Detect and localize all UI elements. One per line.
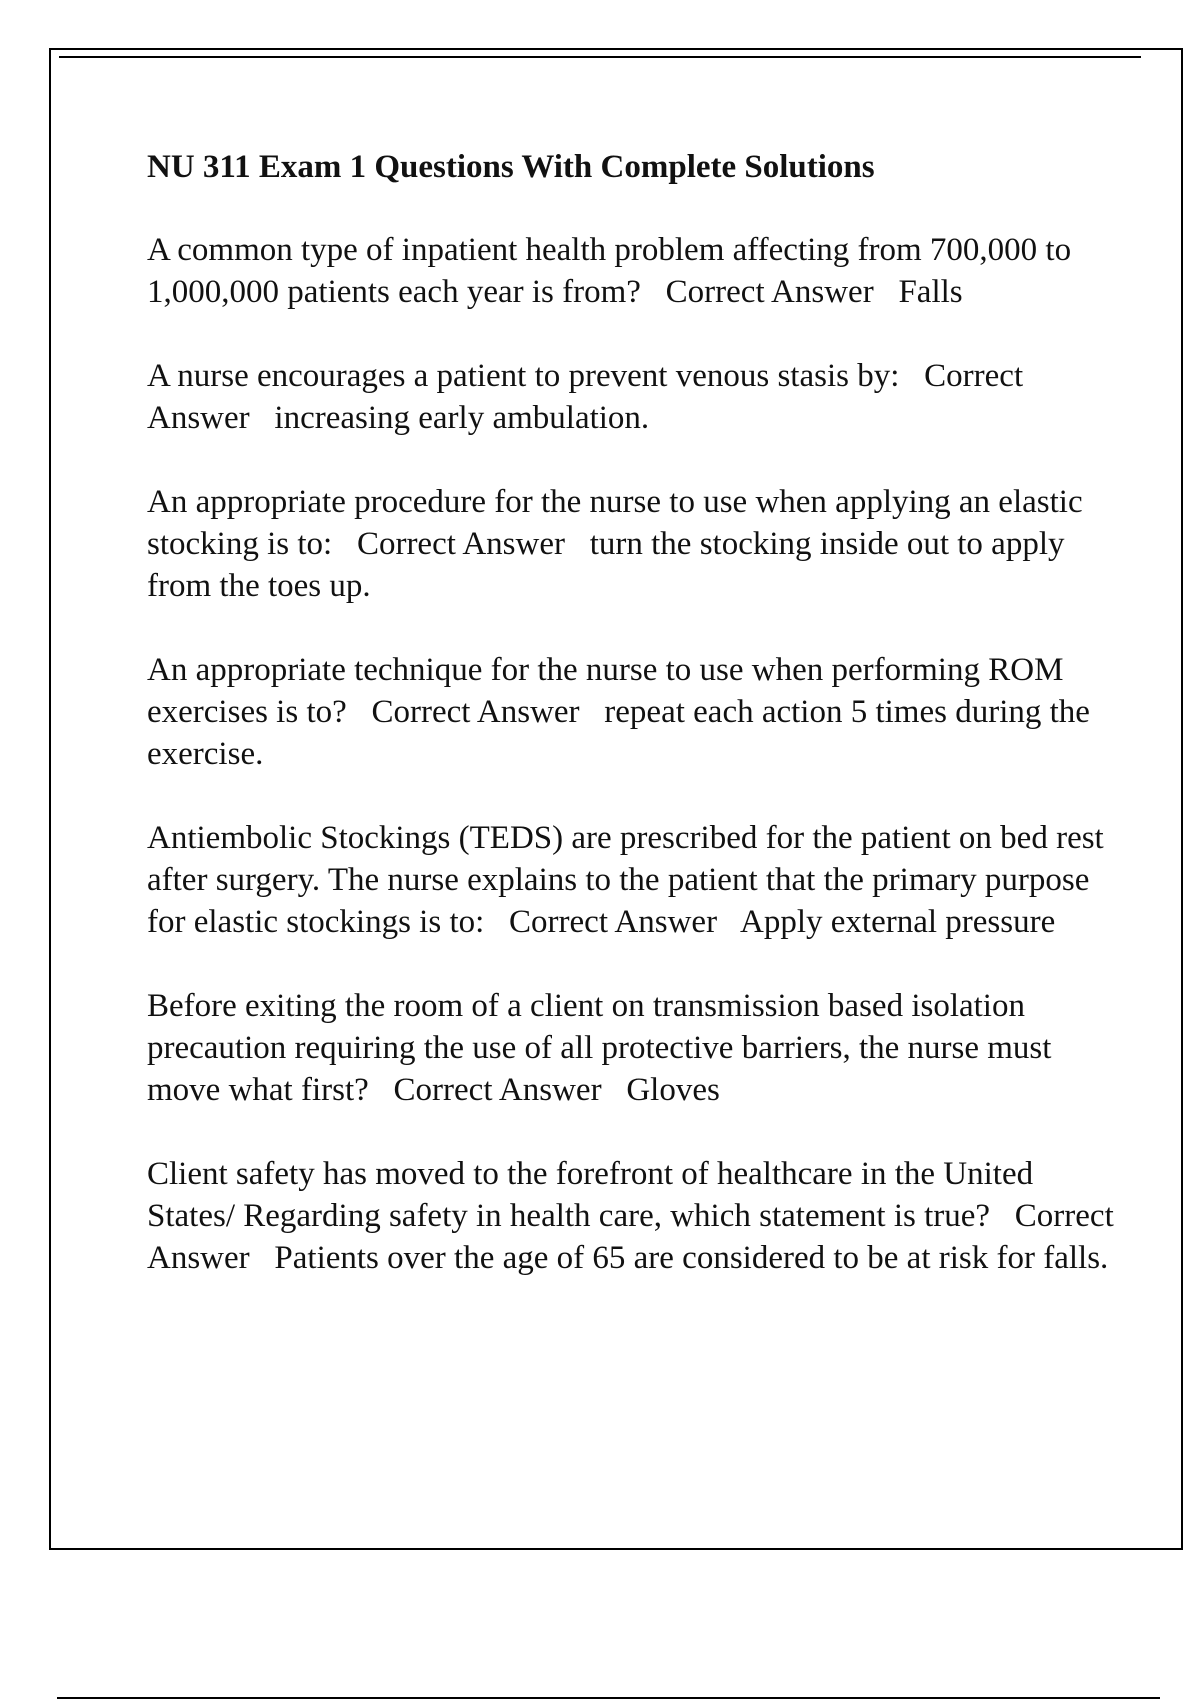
answer-text: Falls (898, 274, 963, 310)
page-title: NU 311 Exam 1 Questions With Complete Solutions (147, 149, 875, 185)
answer-text: Patients over the age of 65 are considered to be at risk for falls. (274, 1240, 1109, 1276)
answer-label: Correct Answer (371, 694, 580, 730)
question-text: A common type of inpatient health problem affecting from 700,000 to 1,000,000 patients each year is from? (147, 232, 1080, 310)
page-frame (49, 48, 1183, 1550)
answer-label: Correct Answer (509, 904, 718, 940)
question-text: An appropriate procedure for the nurse to use when applying an elastic stocking is to: (147, 484, 1091, 562)
qa-item (147, 355, 1127, 439)
answer-text: Gloves (626, 1072, 720, 1108)
answer-text: increasing early ambulation. (274, 400, 650, 436)
bottom-rule (57, 1697, 1160, 1699)
question-text: Before exiting the room of a client on transmission based isolation precaution requiring the use of all protective barriers, the nurse must move what first? (147, 988, 1060, 1108)
answer-label: Correct Answer (665, 274, 874, 310)
top-rule (59, 56, 1141, 58)
qa-item (147, 817, 1127, 943)
answer-label: Correct Answer (147, 1198, 1121, 1276)
answer-label: Correct Answer (356, 526, 565, 562)
answer-text: Apply external pressure (740, 904, 1056, 940)
answer-text: repeat each action 5 times during the exercise. (147, 694, 1099, 772)
qa-item (147, 1153, 1127, 1279)
qa-item (147, 649, 1127, 775)
question-text: Client safety has moved to the forefront of healthcare in the United States/ Regarding safety in health care, which statement is true? (147, 1156, 1042, 1234)
document-content (147, 147, 1127, 1321)
qa-item (147, 985, 1127, 1111)
answer-label: Correct Answer (147, 358, 1030, 436)
qa-item (147, 229, 1127, 313)
answer-text: turn the stocking inside out to apply from the toes up. (147, 526, 1073, 604)
answer-label: Correct Answer (393, 1072, 602, 1108)
qa-item (147, 481, 1127, 607)
question-text: A nurse encourages a patient to prevent venous stasis by: (147, 358, 900, 394)
question-text: Antiembolic Stockings (TEDS) are prescribed for the patient on bed rest after surgery. The nurse explains to the patient that the primary purpose for elastic stockings is to: (147, 820, 1112, 940)
question-text: An appropriate technique for the nurse to use when performing ROM exercises is to? (147, 652, 1072, 730)
